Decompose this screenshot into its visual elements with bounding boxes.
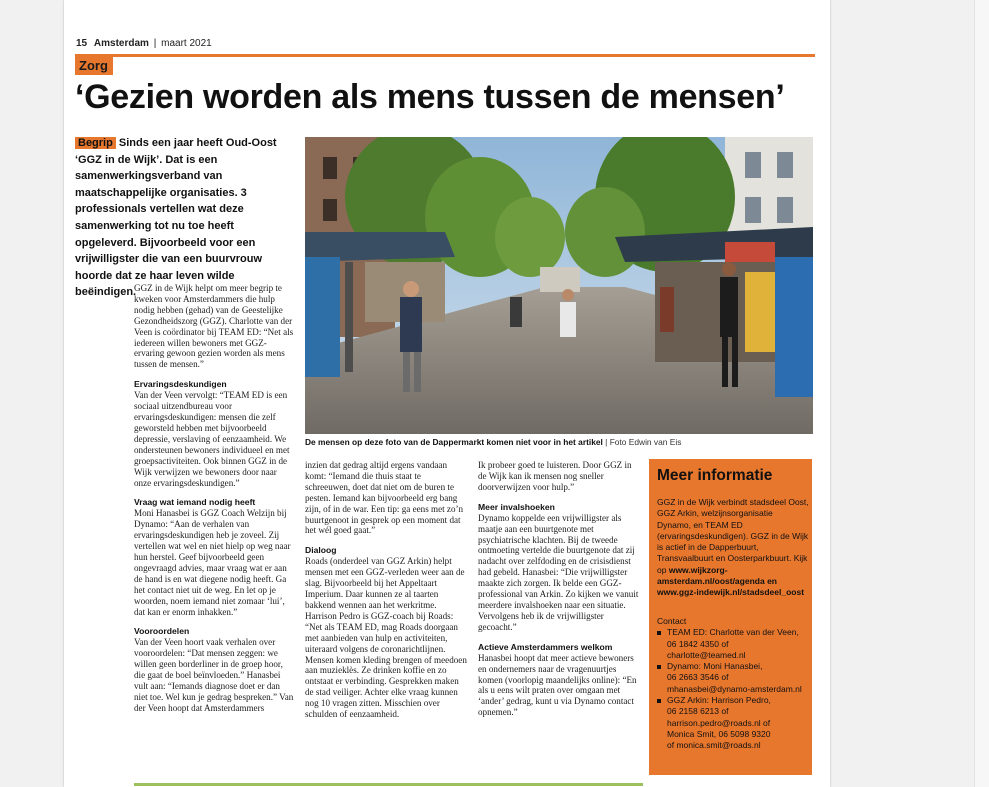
- contact-email[interactable]: harrison.pedro@roads.nl of: [667, 717, 771, 728]
- contact-section: [657, 616, 813, 752]
- page-header: 15 Amsterdam | maart 2021: [76, 38, 212, 49]
- photo-caption: [305, 437, 681, 447]
- vertical-scrollbar[interactable]: [974, 0, 989, 787]
- subheading: Meer invalshoeken: [478, 501, 555, 512]
- page-number: 15: [76, 38, 88, 49]
- contact-org: GGZ Arkin: Harrison Pedro,: [667, 695, 771, 706]
- contact-org: Dynamo: Moni Hanasbei,: [667, 661, 763, 672]
- subheading: Actieve Amsterdammers welkom: [478, 641, 613, 652]
- subheading: Dialoog: [305, 545, 337, 556]
- article-column-2: [305, 460, 467, 729]
- contact-org: TEAM ED: Charlotte van der Veen,: [667, 627, 799, 638]
- article-column-3: [478, 460, 640, 727]
- contact-item: [657, 661, 813, 695]
- contact-item: [657, 627, 813, 661]
- website-link[interactable]: www.ggz-indewijk.nl/stadsdeel_oost: [657, 587, 805, 598]
- contact-list: [657, 627, 813, 751]
- paragraph: Roads (onderdeel van GGZ Arkin) helpt mensen met een GGZ-verleden weer aan de slag. Bijvoorbeeld bij het Appeltaart Imperium. Daar kunnen ze al taarten bakkend wennen aan het werkritme. Harrison Pedro is GGZ-coach bij Roads: “Net als TEAM ED, mag Roads doorgaan met aanbieden van hulp en activiteiten, uiteraard volgens de coronarichtlijnen. Mensen komen kleding brengen of meedoen aan muzieklès. Ze drinken koffie en zo ontstaat er verbinding. Gesprekken maken de stad veiliger. Achter elke vraag kunnen nog 10 vragen zitten. Misschien over schulden of eenzaamheid.: [305, 556, 467, 720]
- article-intro: [75, 135, 285, 301]
- header-city: Amsterdam: [93, 38, 149, 49]
- link-conjunction: en: [764, 576, 777, 587]
- contact-email[interactable]: mhanasbei@dynamo-amsterdam.nl: [667, 683, 802, 694]
- subheading: Ervaringsdeskundigen: [134, 379, 227, 390]
- section-label: Zorg: [75, 57, 113, 75]
- intro-text: Sinds een jaar heeft Oud-Oost ‘GGZ in de Wijk’. Dat is een samenwerkingsverband van maatschappelijke organisaties. 3 professionals vertellen wat deze samenwerking tot nu toe heeft opgeleverd. Bijvoorbeeld voor een vrijwilligster die van een buurvrouw hoorde dat ze haar leven wilde beëindigen.: [75, 137, 277, 299]
- paragraph: Hanasbei hoopt dat meer actieve bewoners en ondernemers naar de vragenuurtjes komen (voorlopig maandelijks online): “En als u eens wilt praten over omgaan met ‘ander’ gedrag, kunt u via Dynamo contact opnemen.”: [478, 652, 637, 718]
- article-column-1: [134, 283, 294, 723]
- info-description: GGZ in de Wijk verbindt stadsdeel Oost, GGZ Arkin, welzijnsorganisatie Dynamo, en TEAM ED (ervaringsdeskundigen). GGZ in de Wijk is actief in de Dapperbuurt, Transvaalbuurt en Oosterparkbuurt.: [657, 497, 809, 564]
- paragraph: inzien dat gedrag altijd ergens vandaan komt: “Iemand die thuis staat te schreeuwen, doet dat niet om de buren te pesten. Iemand kan bijvoorbeeld erg bang zijn, of in de war. Een tip: ga eens met zo’n buurtgenoot in gesprek op een moment dat het wél goed gaat.”: [305, 460, 464, 536]
- contact-extra: Monica Smit, 06 5098 9320: [667, 728, 771, 739]
- agenda-link[interactable]: www.wijkzorg-amsterdam.nl/oost/agenda: [657, 564, 765, 587]
- contact-phone: 06 2158 6213 of: [667, 706, 729, 717]
- paragraph: Moni Hanasbei is GGZ Coach Welzijn bij Dynamo: “Aan de verhalen van ervaringsdeskundigen heb je zoveel. Zij vertellen wat wel en niet hielp op weg naar hun herstel. Geef bijvoorbeeld geen ongevraagd advies, maar vraag wat er aan de hand is en wat diegene nodig heeft. Ga het contact niet uit de weg. En let op je woorden, noem iemand niet zomaar ‘lui’, dat kan er enorm inhakken.”: [134, 508, 291, 617]
- contact-phone: 06 2663 3546 of: [667, 672, 729, 683]
- contact-item: [657, 695, 813, 751]
- photo-credit: | Foto Edwin van Eis: [602, 437, 682, 447]
- subheading: Vooroordelen: [134, 626, 190, 637]
- info-box-text: GGZ in de Wijk verbindt stadsdeel Oost, GGZ Arkin, welzijnsorganisatie Dynamo, en TEAM ED (ervaringsdeskundigen). GGZ in de Wijk is actief in de Dapperbuurt, Transvaalbuurt en Oosterparkbuurt. Kijk op www.wijkzorg-amsterdam.nl/oost/agenda en www.ggz-indewijk.nl/stadsdeel_oost: [657, 497, 809, 598]
- paragraph: Van der Veen hoort vaak verhalen over vooroordelen: “Dat mensen zeggen: we willen geen borderliner in de groep hoor, die gaat de boel beïnvloeden.” Hanasbei vult aan: “Iemands diagnose doet er dan niet toe. Wel kun je gedrag bespreken.” Van der Veen hoopt dat Amsterdammers: [134, 637, 294, 713]
- article-title: ‘Gezien worden als mens tussen de mensen’: [75, 78, 785, 116]
- info-box: [649, 459, 812, 775]
- paragraph: Dynamo koppelde een vrijwilligster als maatje aan een buurtgenote met psychiatrische klachten. Bij de tweede ontmoeting vertelde die buurtgenote dat zij nadacht over zelfdoding en de crisisdienst had gebeld. Hanasbei: “Die vrijwilligster maakte zich zorgen. Ik belde een GGZ-professional van Arkin. Zo kijken we vanuit meerdere invalshoeken naar een situatie. Vervolgens heb ik de vrijwilligster gecoacht.”: [478, 512, 639, 632]
- header-date: maart 2021: [161, 38, 212, 49]
- contact-email[interactable]: charlotte@teamed.nl: [667, 649, 746, 660]
- subheading: Vraag wat iemand nodig heeft: [134, 497, 256, 508]
- contact-extra[interactable]: of monica.smit@roads.nl: [667, 740, 761, 751]
- header-rule: [75, 54, 815, 57]
- intro-tag: Begrip: [75, 137, 116, 149]
- paragraph: GGZ in de Wijk helpt om meer begrip te kweken voor Amsterdammers die hulp nodig hebben (gehad) van de Geestelijke Gezondheidszorg (GGZ). Charlotte van der Veen is coördinator bij TEAM ED: “Net als iedereen willen bewoners met GGZ-ervaring gewoon gezien worden als mens tussen de mensen.”: [134, 283, 294, 370]
- newspaper-page: [64, 0, 830, 787]
- contact-label: Contact: [657, 616, 687, 626]
- paragraph: Van der Veen vervolgt: “TEAM ED is een sociaal uitzendbureau voor ervaringsdeskundigen: mensen die zelf geworsteld hebben met bijvoorbeeld depressie, verslaving of eenzaamheid. We ondersteunen bewoners individueel en met groepsactiviteiten. Ook binnen GGZ in de Wijk verwijzen we bewoners door naar onze ervaringsdeskundigen.”: [134, 390, 290, 488]
- paragraph: Ik probeer goed te luisteren. Door GGZ in de Wijk kan ik mensen nog sneller doorverwijzen voor hulp.”: [478, 460, 632, 492]
- contact-phone: 06 1842 4350 of: [667, 638, 729, 649]
- market-photo: [305, 137, 813, 434]
- info-box-title: Meer informatie: [657, 467, 773, 484]
- caption-text: De mensen op deze foto van de Dappermarkt komen niet voor in het artikel: [305, 437, 603, 447]
- bottom-divider: [134, 783, 643, 786]
